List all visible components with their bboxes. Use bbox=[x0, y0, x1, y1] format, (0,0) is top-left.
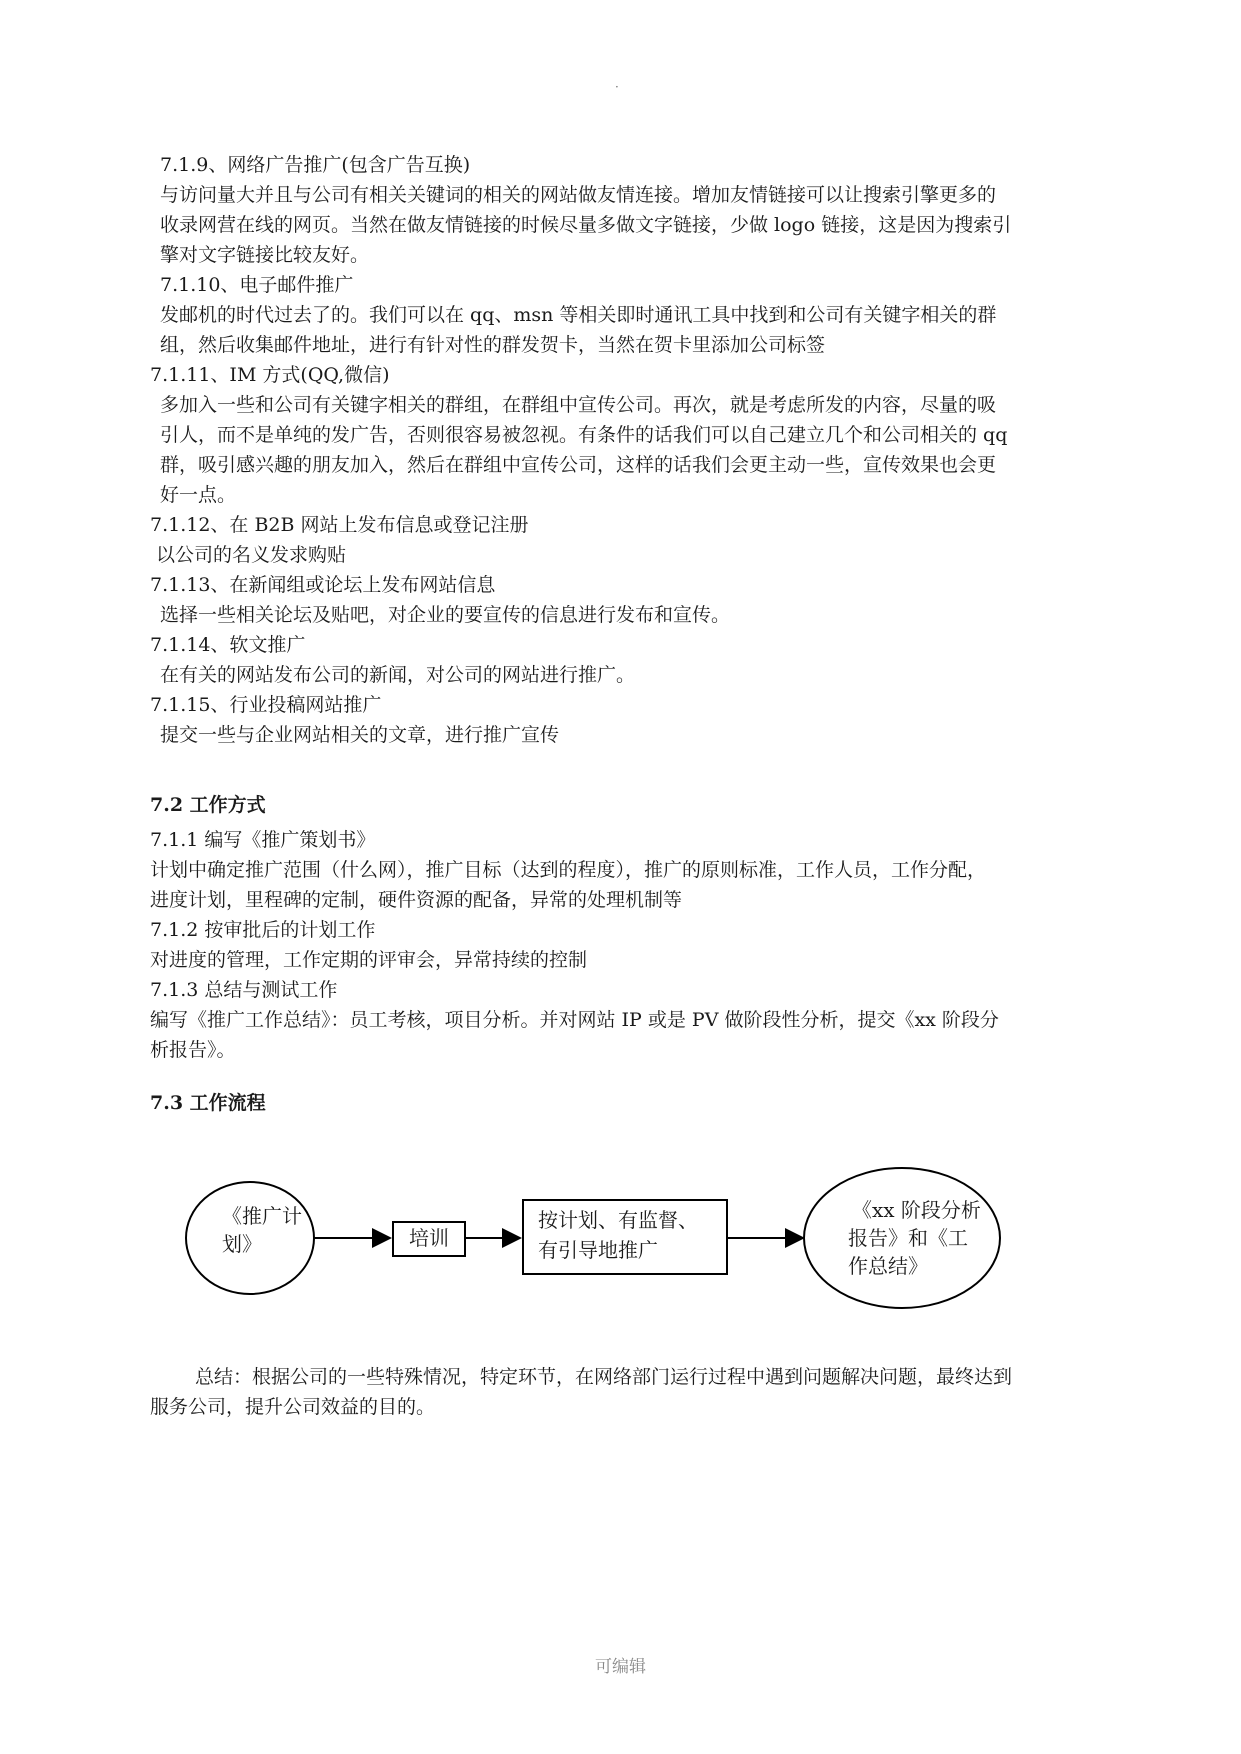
line-0: 7.1.9、网络广告推广(包含广告互换) bbox=[160, 154, 471, 176]
section-heading-7-2: 7.2 工作方式 bbox=[150, 794, 266, 816]
line-26: 7.1.3 总结与测试工作 bbox=[150, 979, 338, 1001]
line-12: 7.1.12、在 B2B 网站上发布信息或登记注册 bbox=[150, 514, 529, 536]
line-23: 进度计划，里程碑的定制，硬件资源的配备，异常的处理机制等 bbox=[150, 889, 683, 911]
flow-node-plan-label-2: 划》 bbox=[222, 1232, 262, 1256]
line-5: 发邮机的时代过去了的。我们可以在 qq、msn 等相关即时通讯工具中找到和公司有关键字相关的群 bbox=[160, 304, 997, 326]
line-19: 提交一些与企业网站相关的文章，进行推广宣传 bbox=[160, 724, 560, 746]
line-11: 好一点。 bbox=[160, 484, 237, 506]
line-18: 7.1.15、行业投稿网站推广 bbox=[150, 694, 382, 716]
section-heading-7-3: 7.3 工作流程 bbox=[150, 1092, 266, 1114]
line-7: 7.1.11、IM 方式(QQ,微信) bbox=[150, 364, 390, 386]
workflow-diagram bbox=[0, 1160, 1241, 1350]
line-21: 7.1.1 编写《推广策划书》 bbox=[150, 829, 376, 851]
line-24: 7.1.2 按审批后的计划工作 bbox=[150, 919, 376, 941]
flow-node-execute-label-2: 有引导地推广 bbox=[538, 1238, 658, 1262]
summary-line-2: 服务公司，提升公司效益的目的。 bbox=[150, 1396, 436, 1418]
line-3: 擎对文字链接比较友好。 bbox=[160, 244, 370, 266]
flow-node-report-label-2: 报告》和《工 bbox=[848, 1226, 968, 1250]
line-1: 与访问量大并且与公司有相关关键词的相关的网站做友情连接。增加友情链接可以让搜索引擎更多的 bbox=[160, 184, 997, 206]
summary-line-1: 总结：根据公司的一些特殊情况，特定环节，在网络部门运行过程中遇到问题解决问题，最终达到 bbox=[195, 1366, 1013, 1388]
flow-node-execute-label-1: 按计划、有监督、 bbox=[538, 1208, 698, 1232]
flow-node-report-label-3: 作总结》 bbox=[848, 1254, 928, 1278]
line-8: 多加入一些和公司有关键字相关的群组，在群组中宣传公司。再次，就是考虑所发的内容，尽量的吸 bbox=[160, 394, 997, 416]
line-27: 编写《推广工作总结》：员工考核，项目分析。并对网站 IP 或是 PV 做阶段性分析，提交《xx 阶段分 bbox=[150, 1009, 999, 1031]
line-4: 7.1.10、电子邮件推广 bbox=[160, 274, 354, 296]
flow-node-plan-label-1: 《推广计 bbox=[222, 1204, 302, 1228]
line-22: 计划中确定推广范围（什么网），推广目标（达到的程度），推广的原则标准，工作人员，工作分配， bbox=[150, 859, 987, 881]
line-13: 以公司的名义发求购贴 bbox=[156, 544, 347, 566]
line-16: 7.1.14、软文推广 bbox=[150, 634, 306, 656]
line-2: 收录网营在线的网页。当然在做友情链接的时候尽量多做文字链接，少做 logo 链接，这是因为搜索引 bbox=[160, 214, 1012, 236]
flow-node-training-label: 培训 bbox=[409, 1226, 449, 1250]
line-28: 析报告》。 bbox=[150, 1039, 236, 1061]
line-15: 选择一些相关论坛及贴吧，对企业的要宣传的信息进行发布和宣传。 bbox=[160, 604, 731, 626]
footer-editable-label: 可编辑 bbox=[595, 1657, 646, 1677]
page-top-mark: · bbox=[615, 80, 619, 94]
flow-node-report-label-1: 《xx 阶段分析 bbox=[852, 1198, 981, 1222]
line-6: 组，然后收集邮件地址，进行有针对性的群发贺卡，当然在贺卡里添加公司标签 bbox=[160, 334, 826, 356]
line-25: 对进度的管理，工作定期的评审会，异常持续的控制 bbox=[150, 949, 588, 971]
line-10: 群，吸引感兴趣的朋友加入，然后在群组中宣传公司，这样的话我们会更主动一些，宣传效果也会更 bbox=[160, 454, 997, 476]
line-9: 引人，而不是单纯的发广告，否则很容易被忽视。有条件的话我们可以自己建立几个和公司相关的 qq bbox=[160, 424, 1008, 446]
line-17: 在有关的网站发布公司的新闻，对公司的网站进行推广。 bbox=[160, 664, 636, 686]
line-14: 7.1.13、在新闻组或论坛上发布网站信息 bbox=[150, 574, 496, 596]
